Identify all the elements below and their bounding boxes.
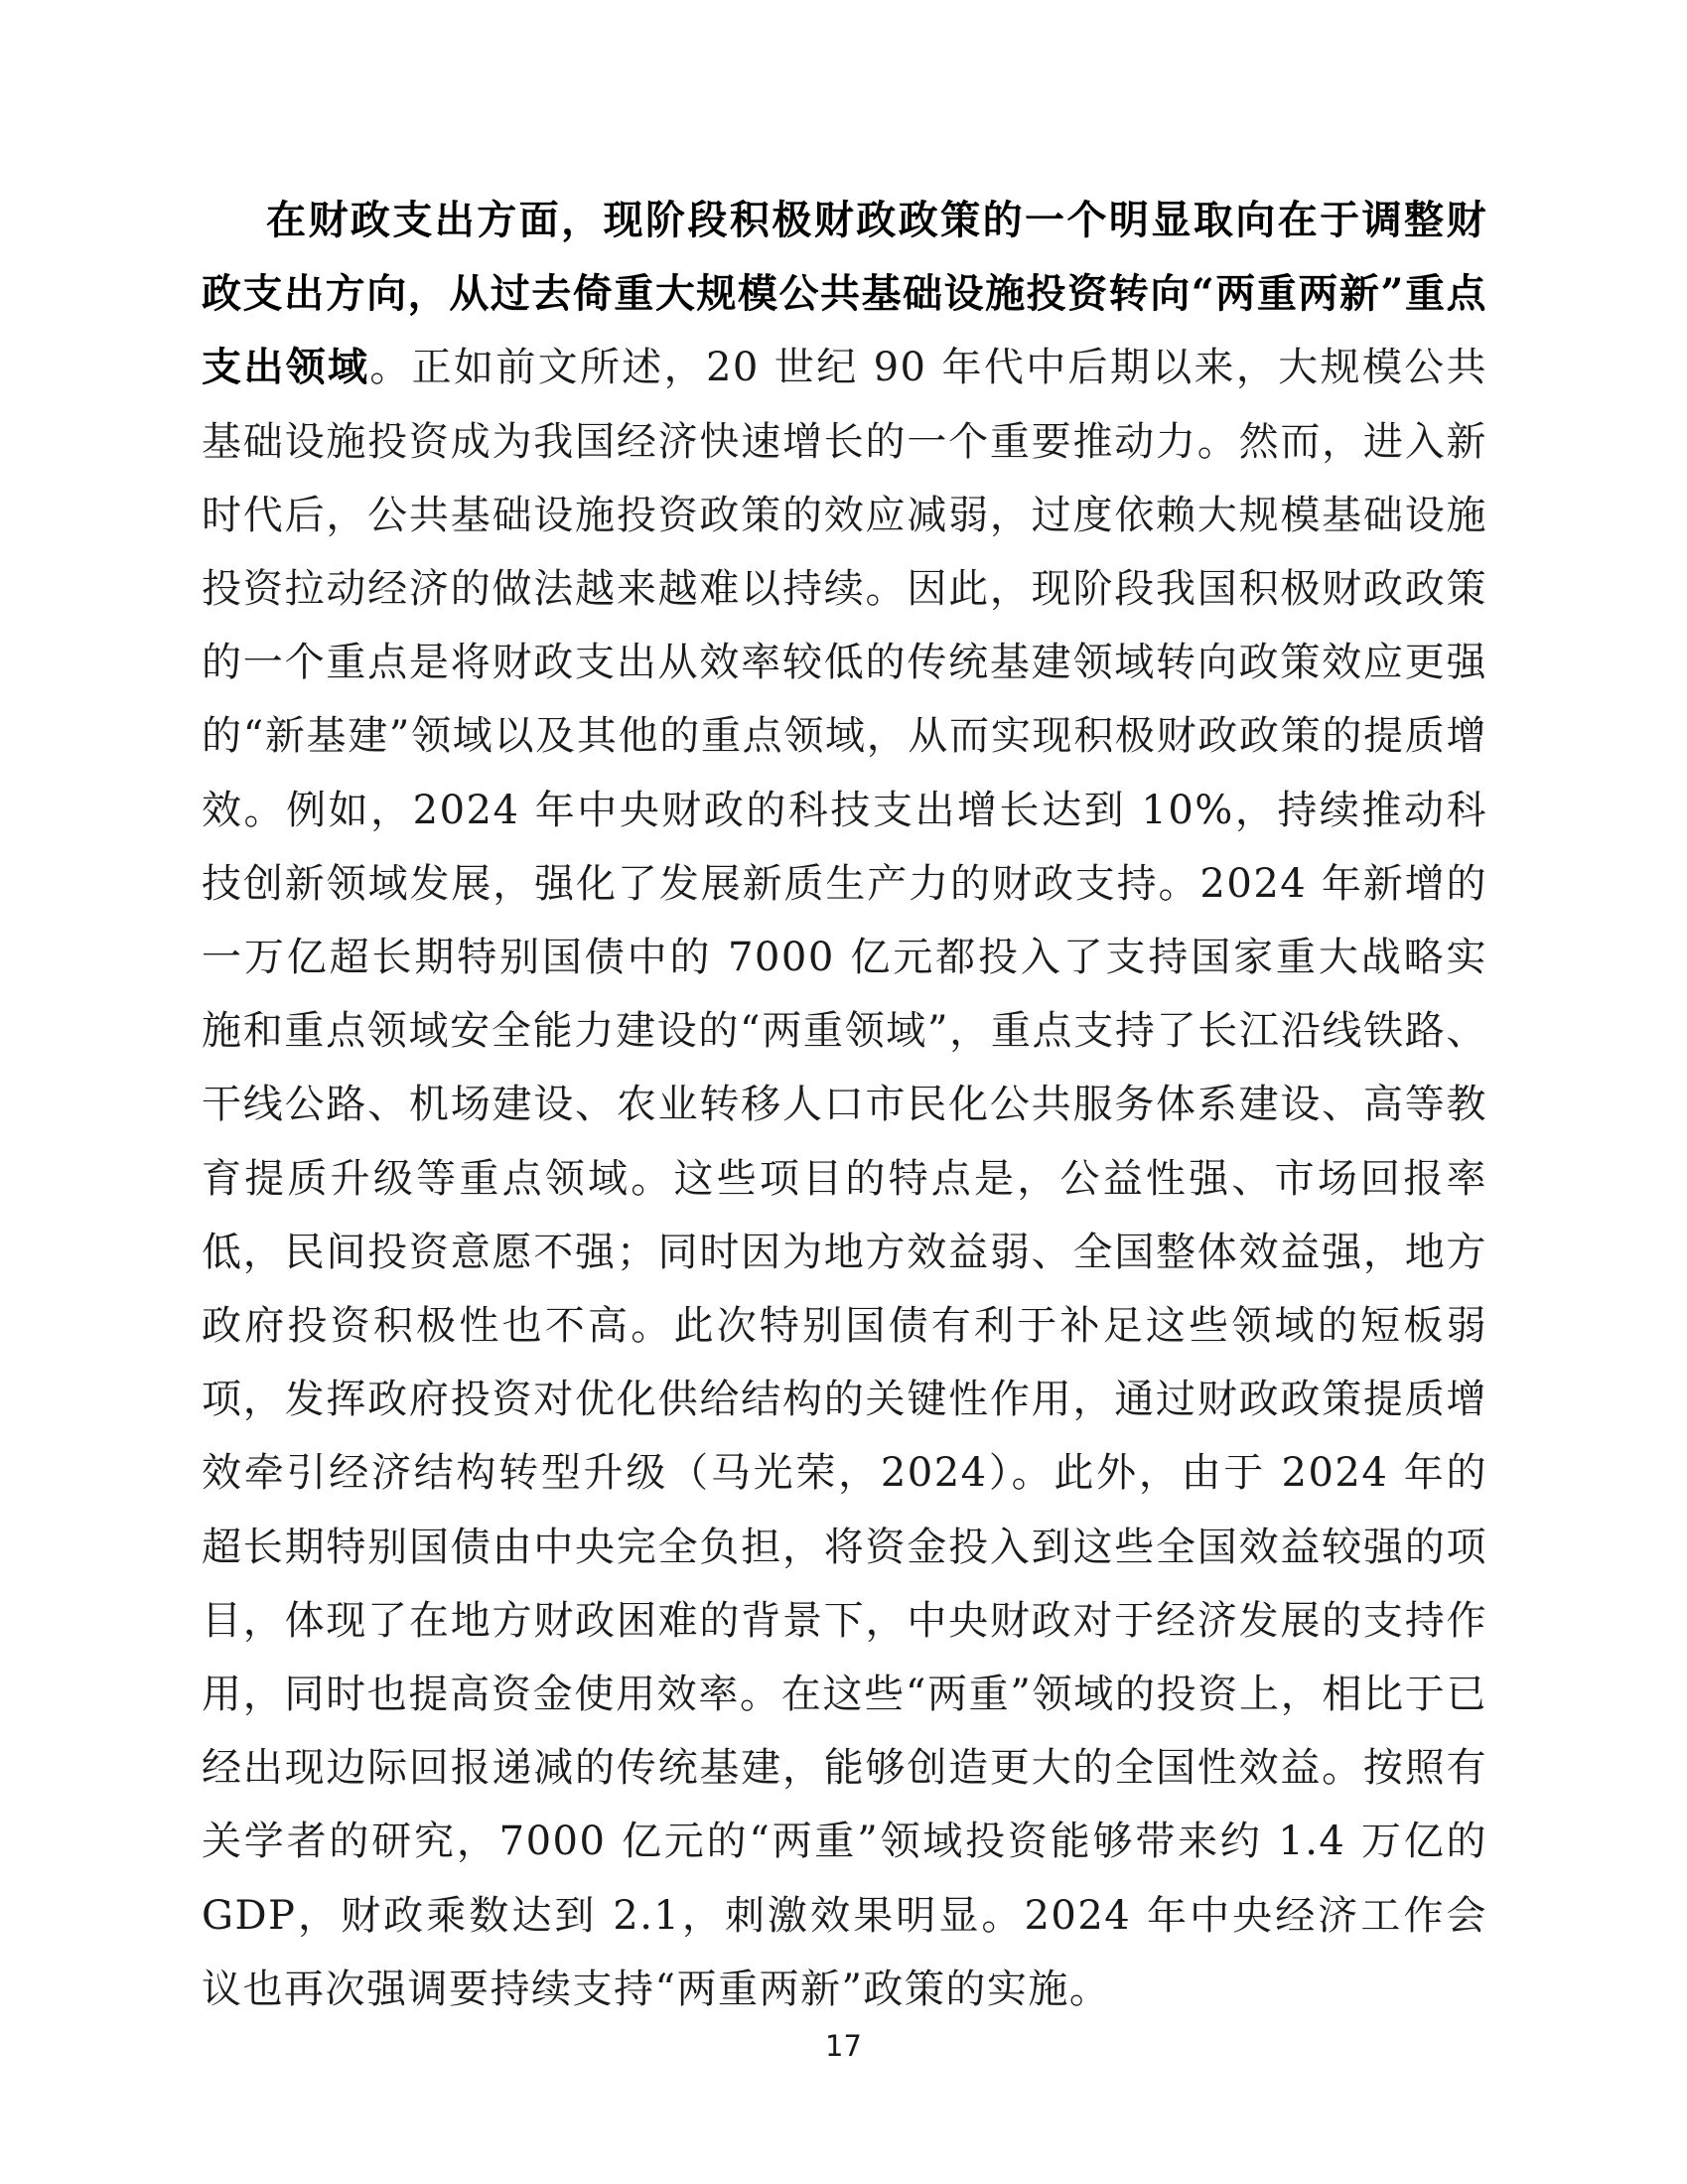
page-number: 17 xyxy=(825,2029,862,2063)
paragraph-body-text: 。正如前文所述，20 世纪 90 年代中后期以来，大规模公共基础设施投资成为我国经济快速增长的一个重要推动力。然而，进入新时代后，公共基础设施投资政策的效应减弱，过度依赖大规模基础设施投资拉动经济的做法越来越难以持续。因此，现阶段我国积极财政政策的一个重点是将财政支出从效率较低的传统基建领域转向政策效应更强的“新基建”领域以及其他的重点领域，从而实现积极财政政策的提质增效。例如，2024 年中央财政的科技支出增长达到 10%，持续推动科技创新领域发展，强化了发展新质生产力的财政支持。2024 年新增的一万亿超长期特别国债中的 7000 亿元都投入了支持国家重大战略实施和重点领域安全能力建设的“两重领域”，重点支持了长江沿线铁路、干线公路、机场建设、农业转移人口市民化公共服务体系建设、高等教育提质升级等重点领域。这些项目的特点是，公益性强、市场回报率低，民间投资意愿不强；同时因为地方效益弱、全国整体效益强，地方政府投资积极性也不高。此次特别国债有利于补足这些领域的短板弱项，发挥政府投资对优化供给结构的关键性作用，通过财政政策提质增效牵引经济结构转型升级（马光荣，2024）。此外，由于 2024 年的超长期特别国债由中央完全负担，将资金投入到这些全国效益较强的项目，体现了在地方财政困难的背景下，中央财政对于经济发展的支持作用，同时也提高资金使用效率。在这些“两重”领域的投资上，相比于已经出现边际回报递减的传统基建，能够创造更大的全国性效益。按照有关学者的研究，7000 亿元的“两重”领域投资能够带来约 1.4 万亿的 GDP，财政乘数达到 2.1，刺激效果明显。2024 年中央经济工作会议也再次强调要持续支持“两重两新”政策的实施。 xyxy=(202,345,1487,2012)
body-paragraph xyxy=(202,184,1487,2026)
paragraph-lead-bold: 在财政支出方面，现阶段积极财政政策的一个明显取向在于调整财政支出方向，从过去倚重大规模公共基础设施投资转向“两重两新”重点支出领域 xyxy=(202,197,1487,391)
